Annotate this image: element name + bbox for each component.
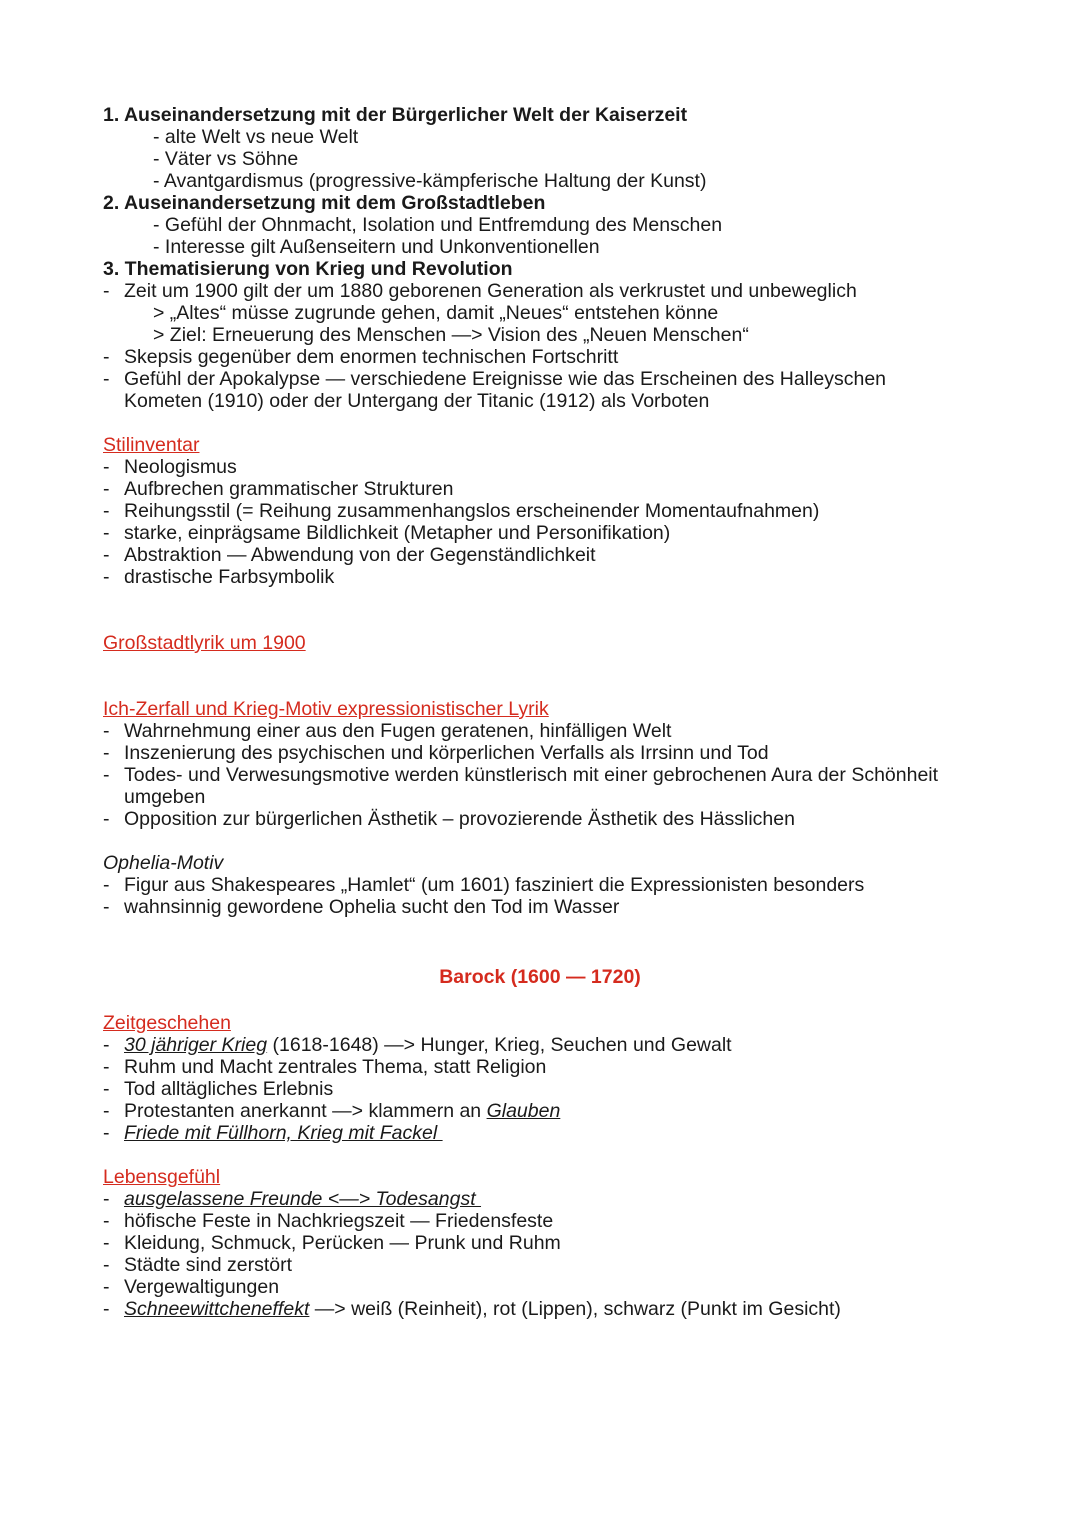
list-item: - drastische Farbsymbolik	[103, 566, 335, 588]
bullet-dash: -	[103, 1254, 110, 1276]
bullet-dash: -	[103, 500, 110, 522]
section-heading-ich-zerfall: Ich-Zerfall und Krieg-Motiv expressionistischer Lyrik	[103, 698, 549, 720]
list-item: - wahnsinnig gewordene Ophelia sucht den Tod im Wasser	[103, 896, 620, 918]
bullet-dash: -	[103, 1298, 110, 1320]
list-item: - starke, einprägsame Bildlichkeit (Metapher und Personifikation)	[103, 522, 671, 544]
theme-point: - Interesse gilt Außenseitern und Unkonventionellen	[153, 236, 600, 258]
bullet-dash: -	[103, 742, 110, 764]
list-item: - höfische Feste in Nachkriegszeit — Friedensfeste	[103, 1210, 554, 1232]
emphasis-link: Schneewittcheneffekt	[124, 1298, 310, 1320]
bullet-dash: -	[103, 874, 110, 896]
bullet-dash: -	[103, 896, 110, 918]
bullet-dash: -	[103, 720, 110, 742]
epoch-title-barock: Barock (1600 — 1720)	[439, 966, 641, 988]
bullet-dash: -	[103, 478, 110, 500]
bullet-dash: -	[103, 346, 110, 368]
list-item: - Schneewittcheneffekt —> weiß (Reinheit), rot (Lippen), schwarz (Punkt im Gesicht)	[103, 1298, 841, 1320]
bullet-dash: -	[103, 1056, 110, 1078]
list-subitem: > Ziel: Erneuerung des Menschen —> Vision des „Neuen Menschen“	[153, 324, 749, 346]
list-item: - Vergewaltigungen	[103, 1276, 280, 1298]
theme-point: - Avantgardismus (progressive-kämpferische Haltung der Kunst)	[153, 170, 707, 192]
emphasis-link: ausgelassene Freunde <—> Todesangst	[124, 1188, 482, 1210]
bullet-dash: -	[103, 1078, 110, 1100]
theme-point: - Gefühl der Ohnmacht, Isolation und Entfremdung des Menschen	[153, 214, 723, 236]
emphasis-link: Friede mit Füllhorn, Krieg mit Fackel	[124, 1122, 443, 1144]
list-item: - Neologismus	[103, 456, 237, 478]
list-item: - Wahrnehmung einer aus den Fugen geratenen, hinfälligen Welt	[103, 720, 672, 742]
list-item: - Inszenierung des psychischen und körperlichen Verfalls als Irrsinn und Tod	[103, 742, 769, 764]
list-item: - Figur aus Shakespeares „Hamlet“ (um 1601) fasziniert die Expressionisten besonders	[103, 874, 865, 896]
theme-heading-3: 3. Thematisierung von Krieg und Revolution	[103, 258, 513, 280]
bullet-dash: -	[103, 1232, 110, 1254]
list-item: - 30 jähriger Krieg (1618-1648) —> Hunger, Krieg, Seuchen und Gewalt	[103, 1034, 732, 1056]
list-item-continuation: umgeben	[124, 786, 206, 808]
list-item: - Ruhm und Macht zentrales Thema, statt Religion	[103, 1056, 547, 1078]
list-item: - Zeit um 1900 gilt der um 1880 geborenen Generation als verkrustet und unbeweglich	[103, 280, 857, 302]
bullet-dash: -	[103, 764, 110, 786]
section-heading-ophelia: Ophelia-Motiv	[103, 852, 224, 874]
bullet-dash: -	[103, 368, 110, 390]
bullet-dash: -	[103, 280, 110, 302]
list-item: - Tod alltägliches Erlebnis	[103, 1078, 334, 1100]
bullet-dash: -	[103, 456, 110, 478]
bullet-dash: -	[103, 1188, 110, 1210]
section-heading-lebensgefuehl: Lebensgefühl	[103, 1166, 221, 1188]
notes-page	[0, 104, 1080, 1320]
bullet-dash: -	[103, 522, 110, 544]
theme-heading-2: 2. Auseinandersetzung mit dem Großstadtleben	[103, 192, 546, 214]
theme-heading-1: 1. Auseinandersetzung mit der Bürgerlicher Welt der Kaiserzeit	[103, 104, 688, 126]
bullet-dash: -	[103, 544, 110, 566]
theme-point: - Väter vs Söhne	[153, 148, 299, 170]
list-item-continuation: Kometen (1910) oder der Untergang der Titanic (1912) als Vorboten	[124, 390, 710, 412]
bullet-dash: -	[103, 808, 110, 830]
emphasis-link: 30 jähriger Krieg	[124, 1034, 268, 1056]
bullet-dash: -	[103, 1122, 110, 1144]
section-heading-zeitgeschehen: Zeitgeschehen	[103, 1012, 231, 1034]
bullet-dash: -	[103, 1034, 110, 1056]
list-item: - Gefühl der Apokalypse — verschiedene Ereignisse wie das Erscheinen des Halleyschen	[103, 368, 887, 390]
list-item: - Kleidung, Schmuck, Perücken — Prunk und Ruhm	[103, 1232, 561, 1254]
list-item: - Opposition zur bürgerlichen Ästhetik – provozierende Ästhetik des Hässlichen	[103, 808, 795, 830]
list-item: - Skepsis gegenüber dem enormen technischen Fortschritt	[103, 346, 619, 368]
bullet-dash: -	[103, 566, 110, 588]
list-item: - Städte sind zerstört	[103, 1254, 292, 1276]
emphasis-link: Glauben	[486, 1100, 561, 1122]
list-item: - Aufbrechen grammatischer Strukturen	[103, 478, 454, 500]
list-item: - Protestanten anerkannt —> klammern an Glauben	[103, 1100, 561, 1122]
bullet-dash: -	[103, 1210, 110, 1232]
section-heading-grossstadtlyrik: Großstadtlyrik um 1900	[103, 632, 306, 654]
bullet-dash: -	[103, 1276, 110, 1298]
list-subitem: > „Altes“ müsse zugrunde gehen, damit „Neues“ entstehen könne	[153, 302, 719, 324]
list-item: - Todes- und Verwesungsmotive werden künstlerisch mit einer gebrochenen Aura der Schönheit	[103, 764, 939, 786]
theme-point: - alte Welt vs neue Welt	[153, 126, 359, 148]
list-item: - Reihungsstil (= Reihung zusammenhangslos erscheinender Momentaufnahmen)	[103, 500, 820, 522]
list-item	[0, 1188, 1080, 1210]
section-heading-stilinventar: Stilinventar	[103, 434, 200, 456]
bullet-dash: -	[103, 1100, 110, 1122]
list-item	[0, 1122, 1080, 1144]
list-item: - Abstraktion — Abwendung von der Gegenständlichkeit	[103, 544, 596, 566]
